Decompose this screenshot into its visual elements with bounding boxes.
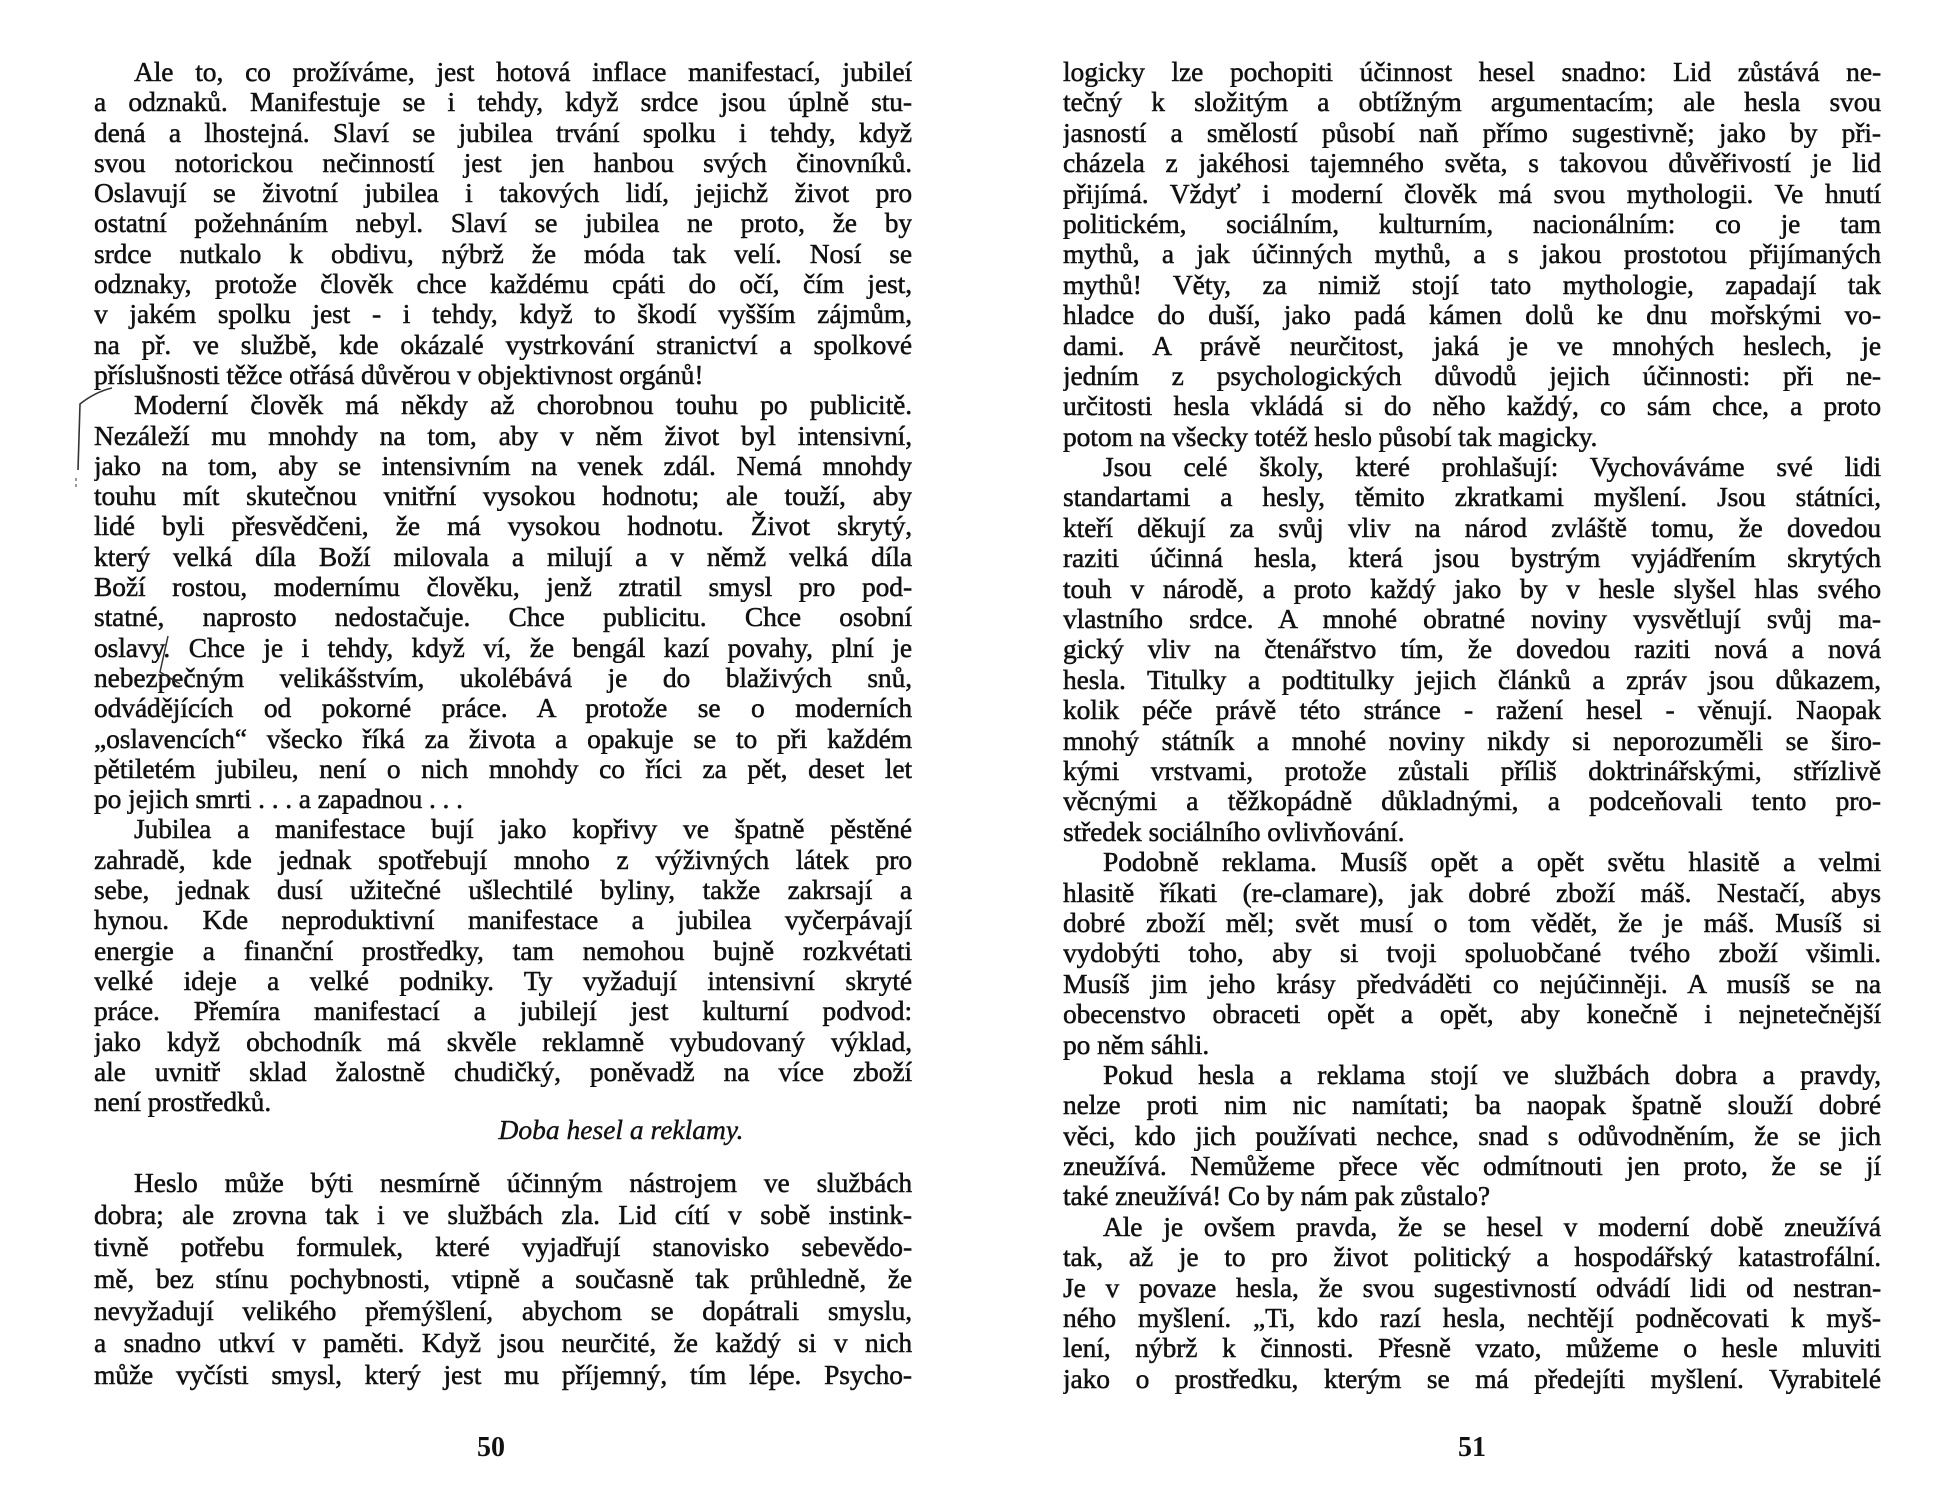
text-line: Moderní člověk má někdy až chorobnou touhu po publicitě. xyxy=(134,390,912,421)
text-line: hynou. Kde neproduktivní manifestace a jubilea vyčerpávají xyxy=(94,905,912,936)
text-line: obecenstvo obraceti opět a opět, aby konečně i nejnetečnější xyxy=(1063,999,1881,1030)
text-line: jedním z psychologických důvodů jejich účinnosti: při ne- xyxy=(1063,360,1881,391)
text-line: srdce nutkalo k obdivu, nýbrž že móda tak velí. Nosí se xyxy=(94,238,912,269)
text-line: přijímá. Vždyť i moderní člověk má svou mythologii. Ve hnutí xyxy=(1063,178,1881,209)
text-line: tečný k složitým a obtížným argumentacím; ale hesla svou xyxy=(1063,87,1881,118)
text-line: ale uvnitř sklad žalostně chudičký, poněvadž na více zboží xyxy=(94,1056,912,1087)
text-line: lidé byli přesvědčeni, že má vysokou hodnotu. Život skrytý, xyxy=(94,511,912,542)
text-line: po jejich smrti . . . a zapadnou . . . xyxy=(94,784,463,815)
text-line: „oslavencích“ všecko říká za života a opakuje se to při každém xyxy=(94,723,912,754)
text-line: dená a lhostejná. Slaví se jubilea trvání spolku i tehdy, když xyxy=(94,117,912,148)
text-line: dobré zboží měl; svět musí o tom vědět, že je máš. Musíš si xyxy=(1063,907,1881,938)
text-line: Pokud hesla a reklama stojí ve službách dobra a pravdy, xyxy=(1103,1059,1881,1090)
text-line: ostatní požehnáním nebyl. Slaví se jubilea ne proto, že by xyxy=(94,208,912,239)
text-line: oslavy. Chce je i tehdy, když ví, že bengál kazí povahy, plní je xyxy=(94,632,912,663)
text-line: jasností a smělostí působí naň přímo sugestivně; jako by při- xyxy=(1063,117,1881,148)
text-line: ného myšlení. „Ti, kdo razí hesla, nechtějí podněcovati k myš- xyxy=(1063,1303,1881,1334)
text-line: mě, bez stínu pochybnosti, vtipně a současně tak průhledně, že xyxy=(94,1263,912,1294)
text-line: sebe, jednak dusí užitečné ušlechtilé byliny, takže zakrsají a xyxy=(94,875,912,906)
text-line: svou notorickou nečinností jest jen hanbou svých činovníků. xyxy=(94,147,912,178)
text-line: gický vliv na čtenářstvo tím, že dovedou raziti nová a nová xyxy=(1063,634,1881,665)
text-line: standartami a hesly, těmito zkratkami myšlení. Jsou státníci, xyxy=(1063,482,1881,513)
text-line: hlasitě říkati (re-clamare), jak dobré zboží máš. Nestačí, abys xyxy=(1063,877,1881,908)
text-line: středek sociálního ovlivňování. xyxy=(1063,816,1405,847)
text-line: potom na všecky totéž heslo působí tak magicky. xyxy=(1063,421,1598,452)
text-line: Podobně reklama. Musíš opět a opět světu hlasitě a velmi xyxy=(1103,847,1881,878)
text-line: vlastního srdce. A mnohé obratné noviny vysvětlují svůj ma- xyxy=(1063,604,1881,635)
text-line: zahradě, kde jednak spotřebují mnoho z výživných látek pro xyxy=(94,844,912,875)
text-line: hesla. Titulky a podtitulky jejich článků a zpráv jsou důkazem, xyxy=(1063,664,1881,695)
text-line: cházela z jakéhosi tajemného světa, s takovou důvěřivostí je lid xyxy=(1063,148,1881,179)
text-line: hladce do duší, jako padá kámen dolů ke dnu mořskými vo- xyxy=(1063,300,1881,331)
text-line: mythů! Věty, za nimiž stojí tato mythologie, zapadají tak xyxy=(1063,269,1881,300)
text-line: příslušnosti těžce otřásá důvěrou v objektivnost orgánů! xyxy=(94,359,704,390)
page-number-right: 51 xyxy=(1458,1432,1486,1463)
text-line: tivně potřebu formulek, které vyjadřují stanovisko sebevědo- xyxy=(94,1231,912,1262)
text-line: raziti účinná hesla, která jsou bystrým vyjádřením skrytých xyxy=(1063,543,1881,574)
text-line: Je v povaze hesla, že svou sugestivností odvádí lidi od nestran- xyxy=(1063,1272,1881,1303)
page-number-left: 50 xyxy=(477,1432,505,1463)
text-line: velké ideje a velké podniky. Ty vyžadují intensivní skryté xyxy=(94,965,912,996)
text-line: nelze proti nim nic namítati; ba naopak špatně slouží dobré xyxy=(1063,1090,1881,1121)
text-line: dami. A právě neurčitost, jaká je ve mnohých heslech, je xyxy=(1063,330,1881,361)
left-page-text xyxy=(94,57,912,1117)
text-line: Heslo může býti nesmírně účinným nástrojem ve službách xyxy=(134,1167,912,1198)
text-line: tak, až je to pro život politický a hospodářský katastrofální. xyxy=(1063,1242,1881,1273)
text-line: touh v národě, a proto každý jako by v hesle slyšel hlas svého xyxy=(1063,573,1881,604)
right-page-text xyxy=(1063,57,1881,1394)
text-line: kolik péče právě této stránce - ražení hesel - věnují. Naopak xyxy=(1063,695,1881,726)
text-line: není prostředků. xyxy=(94,1087,272,1118)
text-line: mythů, a jak účinných mythů, a s jakou prostotou přijímaných xyxy=(1063,239,1881,270)
text-line: který velká díla Boží milovala a milují a v němž velká díla xyxy=(94,541,912,572)
text-line: věci, kdo jich používati nechce, snad s odůvodněním, že se jich xyxy=(1063,1120,1881,1151)
text-line: dobra; ale zrovna tak i ve službách zla. Lid cítí v sobě instink- xyxy=(94,1199,912,1230)
text-line: odznaky, protože člověk chce každému cpáti do očí, čím jest, xyxy=(94,269,912,300)
text-line: Ale je ovšem pravda, že se hesel v moderní době zneužívá xyxy=(1103,1211,1881,1242)
text-line: Musíš jim jeho krásy předváděti co nejúčinněji. A musíš se na xyxy=(1063,968,1881,999)
text-line: nebezpečným velikášstvím, ukolébává je do blaživých snů, xyxy=(94,662,912,693)
text-line: Ale to, co prožíváme, jest hotová inflace manifestací, jubileí xyxy=(134,57,912,87)
text-line: statné, naprosto nedostačuje. Chce publicitu. Chce osobní xyxy=(94,602,912,633)
text-line: Jubilea a manifestace bují jako kopřivy ve špatně pěstěné xyxy=(134,814,912,845)
text-line: Jsou celé školy, které prohlašují: Vychováváme své lidi xyxy=(1103,452,1881,483)
text-line: jako když obchodník má skvěle reklamně vybudovaný výklad, xyxy=(94,1026,912,1057)
text-line: kými vrstvami, protože zůstali příliš doktrinářskými, střízlivě xyxy=(1063,755,1881,786)
text-line: politickém, sociálním, kulturním, nacionálním: co je tam xyxy=(1063,208,1881,239)
text-line: jako o prostředku, kterým se má předejíti myšlení. Vyrabitelé xyxy=(1063,1363,1881,1394)
text-line: mnohý státník a mnohé noviny nikdy si neporozuměli se širo- xyxy=(1063,725,1881,756)
text-line: logicky lze pochopiti účinnost hesel snadno: Lid zůstává ne- xyxy=(1063,57,1881,87)
text-line: a snadno utkví v paměti. Když jsou neurčité, že každý si v nich xyxy=(94,1327,912,1358)
left-page-text-after-heading xyxy=(94,1167,912,1391)
text-line: Nezáleží mu mnohdy na tom, aby v něm život byl intensivní, xyxy=(94,420,912,451)
section-heading: Doba hesel a reklamy. xyxy=(498,1114,744,1145)
text-line: zneužívá. Nemůžeme přece věc odmítnouti jen proto, že se jí xyxy=(1063,1151,1881,1182)
text-line: může vyčísti smysl, který jest mu příjemný, tím lépe. Psycho- xyxy=(94,1359,912,1390)
text-line: také zneužívá! Co by nám pak zůstalo? xyxy=(1063,1181,1490,1212)
text-line: a odznaků. Manifestuje se i tehdy, když srdce jsou úplně stu- xyxy=(94,87,912,118)
text-line: po něm sáhli. xyxy=(1063,1029,1210,1060)
text-line: Oslavují se životní jubilea i takových lidí, jejichž život pro xyxy=(94,178,912,209)
text-line: nevyžadují velikého přemýšlení, abychom se dopátrali smyslu, xyxy=(94,1295,912,1326)
text-line: určitosti hesla vkládá si do něho každý, co sám chce, a proto xyxy=(1063,391,1881,422)
text-line: Boží rostou, modernímu člověku, jenž ztratil smysl pro pod- xyxy=(94,572,912,603)
text-line: pětiletém jubileu, není o nich mnohdy co říci za pět, deset let xyxy=(94,753,912,784)
text-line: touhu mít skutečnou vnitřní vysokou hodnotu; ale touží, aby xyxy=(94,481,912,512)
text-line: energie a finanční prostředky, tam nemohou bujně rozkvétati xyxy=(94,935,912,966)
text-line: v jakém spolku jest - i tehdy, když to škodí vyšším zájmům, xyxy=(94,299,912,330)
text-line: na př. ve službě, kde okázalé vystrkování stranictví a spolkové xyxy=(94,329,912,360)
text-line: jako na tom, aby se intensivním na venek zdál. Nemá mnohdy xyxy=(94,450,912,481)
text-line: vydobýti toho, aby si tvoji spoluobčané tvého zboží všimli. xyxy=(1063,938,1881,969)
text-line: kteří děkují za svůj vliv na národ zvláště tomu, že dovedou xyxy=(1063,512,1881,543)
text-line: lení, nýbrž k činnosti. Přesně vzato, můžeme o hesle mluviti xyxy=(1063,1333,1881,1364)
text-line: věcnými a těžkopádně důkladnými, a podceňovali tento pro- xyxy=(1063,786,1881,817)
text-line: práce. Přemíra manifestací a jubilejí jest kulturní podvod: xyxy=(94,996,912,1027)
text-line: odvádějících od pokorné práce. A protože se o moderních xyxy=(94,693,912,724)
